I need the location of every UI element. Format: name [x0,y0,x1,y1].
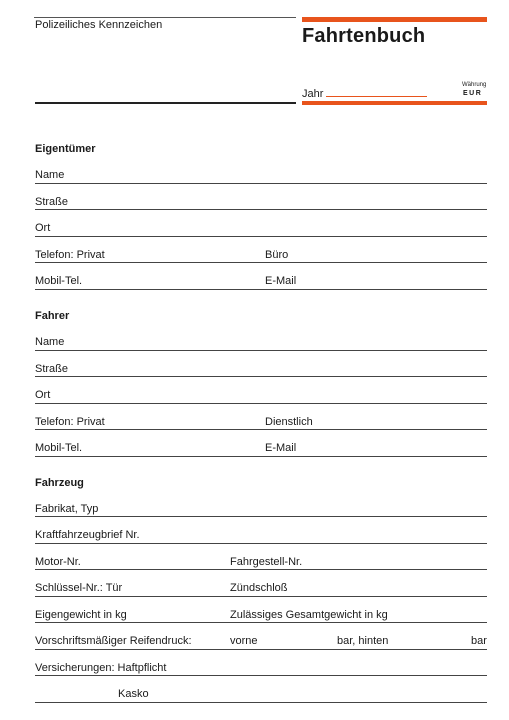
year-label: Jahr [302,88,324,100]
driver-email-label: E-Mail [265,442,297,454]
owner-name-field[interactable] [35,183,487,184]
vehicle-engine-label: Motor-Nr. [35,556,81,568]
driver-mobile-label: Mobil-Tel. [35,442,83,454]
vehicle-heading: Fahrzeug [35,477,84,489]
owner-city-label: Ort [35,222,51,234]
driver-heading: Fahrer [35,310,70,322]
title-top-bar [302,17,487,22]
insurance-comprehensive-field[interactable] [35,702,487,703]
page-title: Fahrtenbuch [302,25,426,47]
year-field[interactable] [326,96,427,97]
owner-phone-private-label: Telefon: Privat [35,249,105,261]
driver-street-label: Straße [35,363,69,375]
owner-city-field[interactable] [35,236,487,237]
owner-heading: Eigentümer [35,143,96,155]
tire-bar-rear-label: bar, hinten [337,635,389,647]
vehicle-engine-field[interactable] [35,569,487,570]
owner-street-field[interactable] [35,209,487,210]
vehicle-gross-weight-label: Zulässiges Gesamtgewicht in kg [230,609,388,621]
title-bottom-bar [302,101,487,105]
vehicle-ignition-label: Zündschloß [230,582,288,594]
insurance-liability-label: Versicherungen: Haftpflicht [35,662,167,674]
vehicle-make-field[interactable] [35,516,487,517]
owner-email-label: E-Mail [265,275,297,287]
vehicle-chassis-label: Fahrgestell-Nr. [230,556,303,568]
driver-name-label: Name [35,336,65,348]
vehicle-make-label: Fabrikat, Typ [35,503,99,515]
plate-top-line [34,17,296,18]
owner-phone-office-label: Büro [265,249,289,261]
tire-front-label: vorne [230,635,258,647]
owner-mobile-label: Mobil-Tel. [35,275,83,287]
insurance-liability-field[interactable] [35,675,487,676]
insurance-comprehensive-label: Kasko [118,688,149,700]
vehicle-key-field[interactable] [35,596,487,597]
vehicle-tire-pressure-field[interactable] [35,649,487,650]
driver-city-label: Ort [35,389,51,401]
currency-label: Währung [462,82,487,88]
owner-street-label: Straße [35,196,69,208]
vehicle-registration-label: Kraftfahrzeugbrief Nr. [35,529,140,541]
owner-phone-field[interactable] [35,262,487,263]
vehicle-registration-field[interactable] [35,543,487,544]
currency-value: EUR [463,90,483,97]
vehicle-key-label: Schlüssel-Nr.: Tür [35,582,123,594]
driver-city-field[interactable] [35,403,487,404]
plate-number-field[interactable] [35,102,296,104]
driver-phone-private-label: Telefon: Privat [35,416,105,428]
driver-name-field[interactable] [35,350,487,351]
vehicle-tire-pressure-label: Vorschriftsmäßiger Reifendruck: [35,635,192,647]
driver-phone-field[interactable] [35,429,487,430]
driver-street-field[interactable] [35,376,487,377]
owner-mobile-field[interactable] [35,289,487,290]
tire-bar-label: bar [471,635,487,647]
vehicle-weight-field[interactable] [35,622,487,623]
driver-mobile-field[interactable] [35,456,487,457]
owner-name-label: Name [35,169,65,181]
plate-label: Polizeiliches Kennzeichen [35,19,163,31]
driver-phone-work-label: Dienstlich [265,416,313,428]
vehicle-curb-weight-label: Eigengewicht in kg [35,609,127,621]
